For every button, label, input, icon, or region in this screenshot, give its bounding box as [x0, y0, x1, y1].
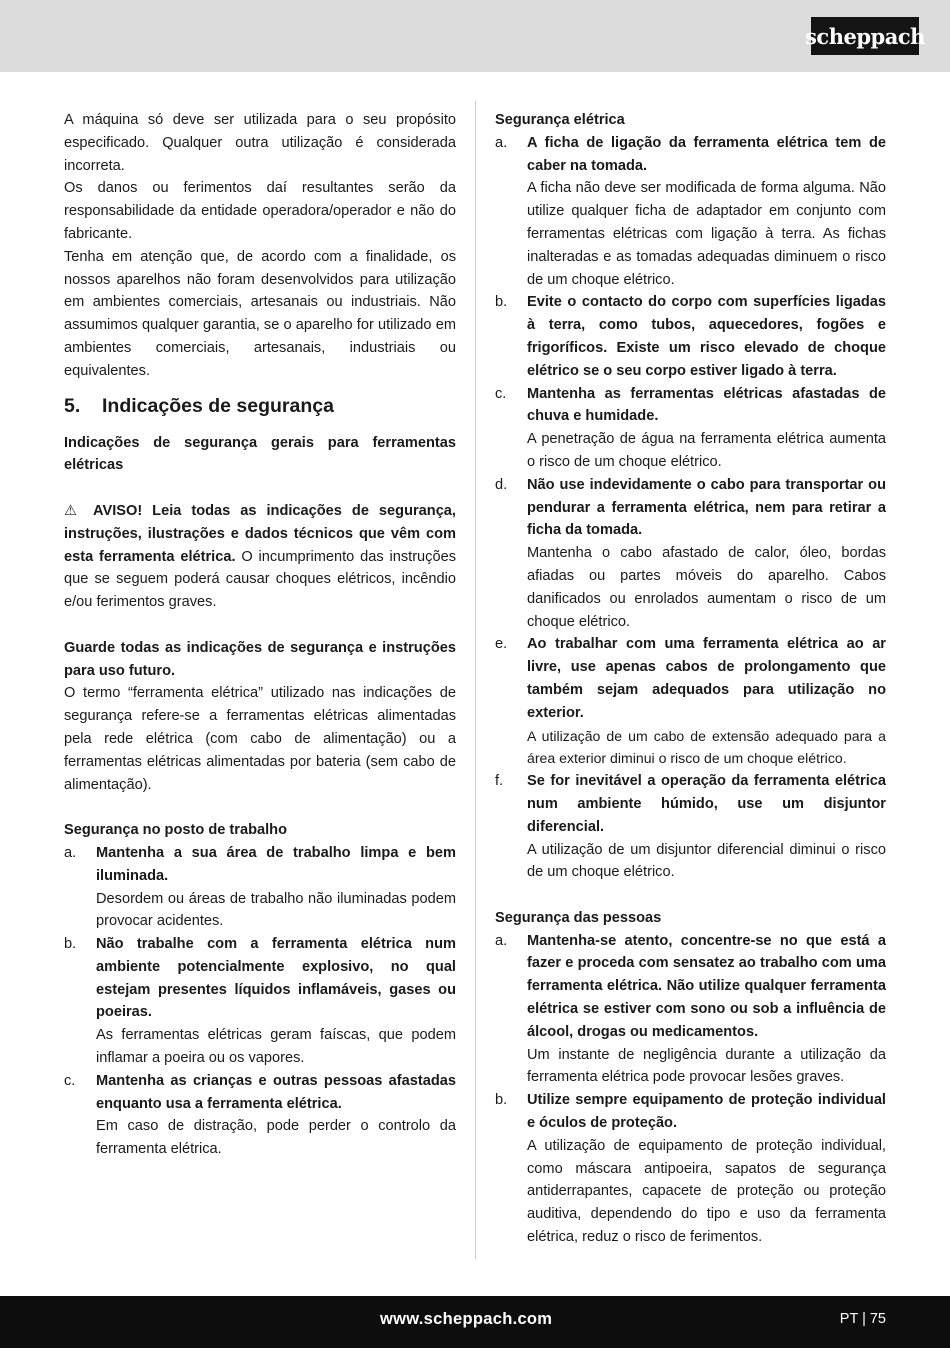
item-bold: Utilize sempre equipamento de proteção individual e óculos de proteção. [527, 1092, 886, 1132]
list-item [64, 933, 456, 1070]
item-text: A utilização de equipamento de proteção individual, como máscara antipoeira, sapatos de segurança antiderrapantes, capacete de proteção ou proteção auditiva, dependendo do tipo e uso da ferramenta elétrica, reduz o risco de ferimentos. [527, 1137, 886, 1246]
people-heading: Segurança das pessoas [495, 909, 662, 926]
item-letter: a. [495, 134, 508, 151]
item-text: Mantenha o cabo afastado de calor, óleo, bordas afiadas ou partes móveis do aparelho. Cabos danificados ou enrolados aumentam o risco de um choque elétrico. [527, 545, 886, 630]
section-number: 5. [64, 394, 81, 417]
intro-paragraph: Os danos ou ferimentos daí resultantes serão da responsabilidade da entidade operadora/operador e não do fabricante. [64, 180, 456, 242]
item-text: A utilização de um disjuntor diferencial diminui o risco de um choque elétrico. [527, 841, 886, 881]
item-letter: c. [64, 1072, 76, 1089]
list-item [495, 383, 886, 474]
item-letter: a. [64, 844, 77, 861]
warning-text: O incumprimento das instruções que se seguem poderá causar choques elétricos, incêndio e/ou ferimentos graves. [64, 548, 457, 611]
item-text: A penetração de água na ferramenta elétrica aumenta o risco de um choque elétrico. [527, 431, 886, 470]
footer-bar [0, 1296, 950, 1348]
list-item [495, 770, 886, 884]
section-heading [64, 393, 456, 419]
item-text: As ferramentas elétricas geram faíscas, que podem inflamar a poeira ou os vapores. [96, 1027, 456, 1067]
left-column [64, 109, 456, 1161]
item-bold: A ficha de ligação da ferramenta elétrica tem de caber na tomada. [527, 134, 886, 174]
item-letter: b. [495, 294, 508, 311]
warning-bold: AVISO! Leia todas as indicações de segurança, instruções, ilustrações e dados técnicos que vêm com esta ferramenta elétrica. [64, 502, 456, 565]
list-item [495, 930, 886, 1090]
item-letter: a. [495, 932, 508, 949]
list-item [495, 1089, 886, 1249]
item-text: Um instante de negligência durante a utilização da ferramenta elétrica pode provocar lesões graves. [527, 1046, 886, 1086]
right-column [495, 109, 886, 1249]
column-divider [475, 101, 476, 1259]
item-bold: Evite o contacto do corpo com superfícies ligadas à terra, como tubos, aquecedores, fogões e frigoríficos. Existe um risco elevado de choque elétrico se o seu corpo estiver ligado à terra. [527, 294, 886, 379]
intro-paragraph: Tenha em atenção que, de acordo com a finalidade, os nossos aparelhos não foram desenvolvidos para utilização em ambientes comerciais, artesanais ou industriais. Não assumimos qualquer garantia, se o aparelho for utilizado em ambientes comerciais, artesanais, industriais ou equivalentes. [64, 248, 456, 379]
item-letter: c. [495, 385, 507, 402]
list-item [495, 474, 886, 634]
page-number: PT | 75 [839, 1311, 886, 1327]
item-text: Desordem ou áreas de trabalho não iluminadas podem provocar acidentes. [96, 890, 456, 930]
item-letter: e. [495, 636, 508, 653]
list-item [64, 842, 456, 933]
item-text: A ficha não deve ser modificada de forma alguma. Não utilize qualquer ficha de adaptador em conjunto com ferramentas elétricas com ligação à terra. As fichas inalteradas e as tomadas adequadas diminuem o risco de um choque elétrico. [527, 180, 886, 288]
item-bold: Mantenha a sua área de trabalho limpa e bem iluminada. [96, 844, 456, 884]
general-safety-heading: Indicações de segurança gerais para ferramentas elétricas [64, 434, 456, 474]
website-url: www.scheppach.com [380, 1310, 553, 1328]
item-bold: Mantenha-se atento, concentre-se no que está a fazer e proceda com sensatez ao trabalho com uma ferramenta elétrica. Não utilize qualquer ferramenta elétrica se estiver com sono ou sob a influência de álcool, drogas ou medicamentos. [527, 932, 886, 1040]
list-item [495, 633, 886, 770]
item-bold: Mantenha as ferramentas elétricas afastadas de chuva e humidade. [527, 385, 886, 425]
keep-instructions-text: O termo “ferramenta elétrica” utilizado nas indicações de segurança refere-se a ferramentas elétricas alimentadas pela rede elétrica (com cabo de alimentação) ou a ferramentas elétricas alimentadas por bateria (sem cabo de alimentação). [64, 685, 456, 793]
warning-paragraph [64, 500, 456, 614]
workplace-heading: Segurança no posto de trabalho [64, 822, 287, 839]
item-text: Em caso de distração, pode perder o controlo da ferramenta elétrica. [96, 1118, 456, 1158]
item-letter: d. [495, 476, 508, 493]
warning-triangle-icon: ⚠ [64, 502, 84, 519]
item-letter: f. [495, 773, 504, 790]
electrical-heading: Segurança elétrica [495, 112, 625, 128]
list-item [64, 1070, 456, 1161]
item-bold: Mantenha as crianças e outras pessoas afastadas enquanto usa a ferramenta elétrica. [96, 1072, 456, 1112]
item-bold: Não trabalhe com a ferramenta elétrica num ambiente potencialmente explosivo, no qual estejam presentes líquidos inflamáveis, gases ou poeiras. [96, 936, 456, 1021]
item-bold: Não use indevidamente o cabo para transportar ou pendurar a ferramenta elétrica, nem para retirar a ficha da tomada. [527, 476, 886, 539]
keep-instructions-heading: Guarde todas as indicações de segurança e instruções para uso futuro. [64, 639, 456, 679]
item-text: A utilização de um cabo de extensão adequado para a área exterior diminui o risco de um choque elétrico. [527, 727, 886, 767]
list-item [495, 132, 886, 292]
item-letter: b. [495, 1092, 508, 1109]
item-bold: Ao trabalhar com uma ferramenta elétrica ao ar livre, use apenas cabos de prolongamento que também sejam adequados para utilização no exterior. [527, 636, 886, 721]
item-bold: Se for inevitável a operação da ferramenta elétrica num ambiente húmido, use um disjuntor diferencial. [527, 773, 886, 835]
intro-paragraph: A máquina só deve ser utilizada para o seu propósito especificado. Qualquer outra utilização é considerada incorreta. [64, 112, 456, 174]
list-item [495, 291, 886, 382]
scheppach-logo: scheppach [811, 17, 919, 55]
item-letter: b. [64, 936, 77, 953]
header-bar [0, 0, 950, 72]
section-title: Indicações de segurança [102, 394, 334, 417]
